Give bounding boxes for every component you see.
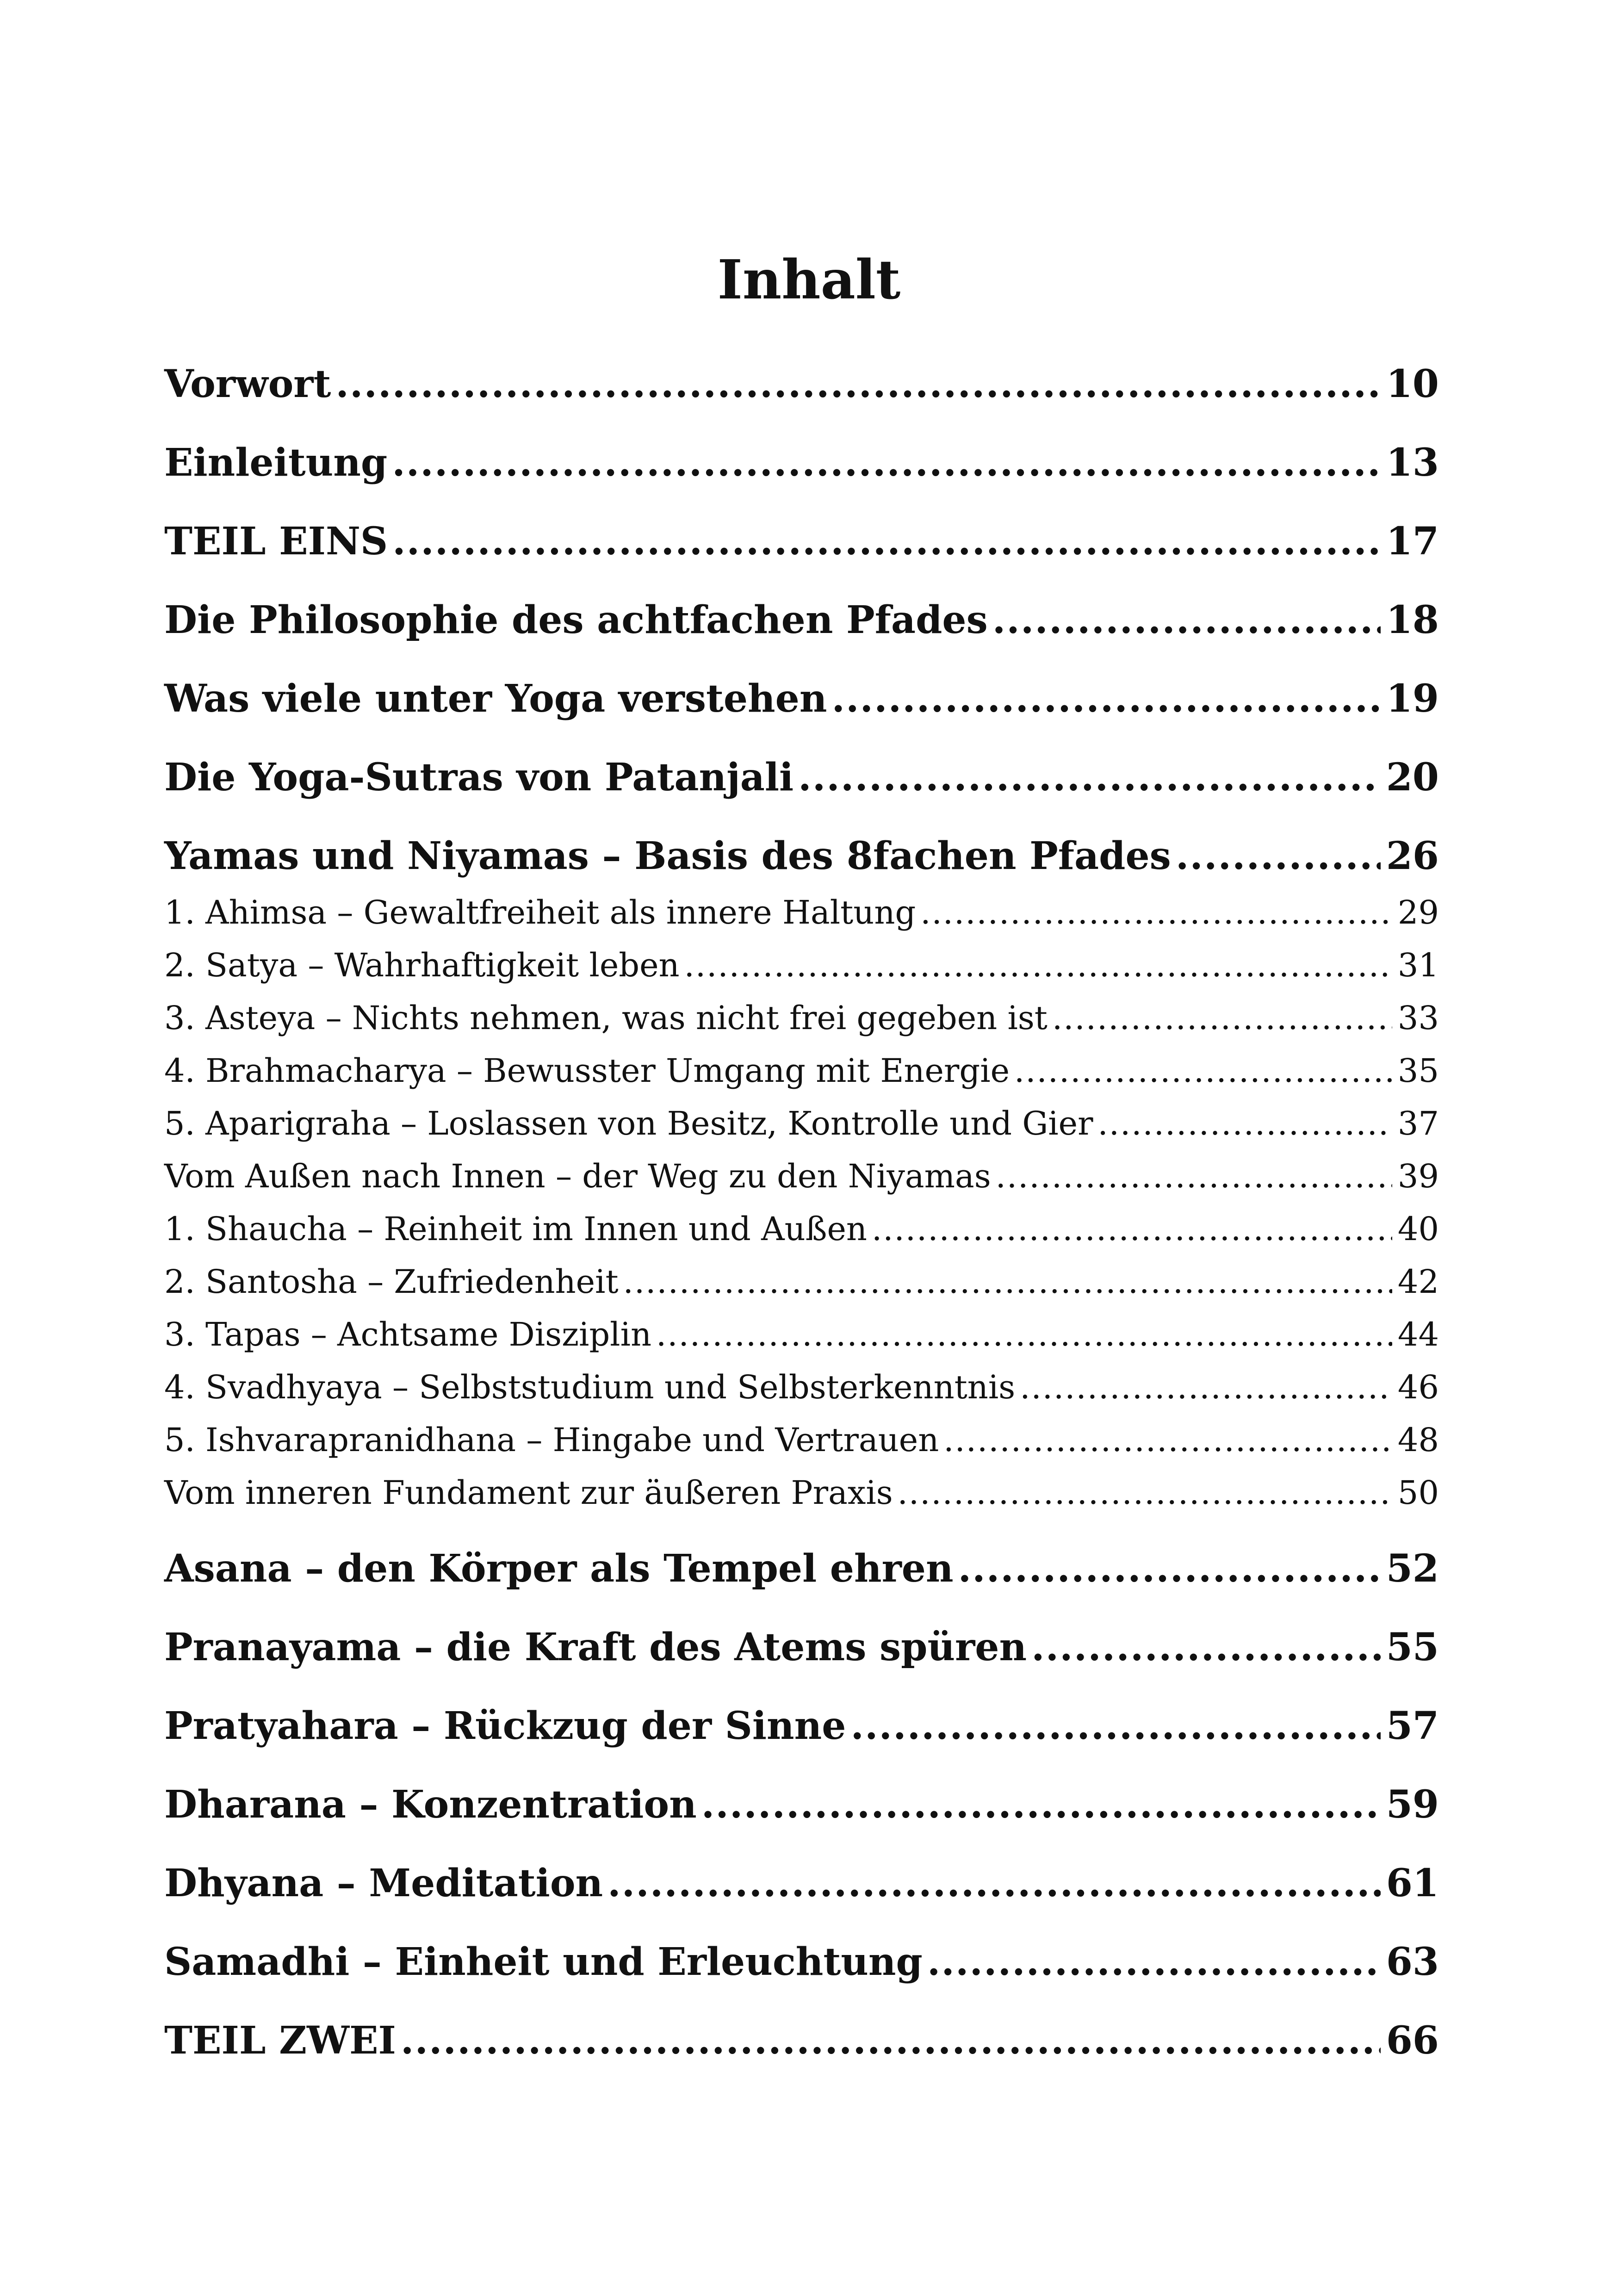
- toc-entry-page: 48: [1397, 1421, 1439, 1459]
- toc-entry-inneres-fundament[interactable]: [164, 1466, 1439, 1519]
- dot-leader: [656, 1308, 1392, 1361]
- dot-leader: [608, 1853, 1381, 1913]
- toc-entry-label: Vom inneren Fundament zur äußeren Praxis: [164, 1474, 893, 1512]
- toc-entry-brahmacharya[interactable]: [164, 1044, 1439, 1097]
- dot-leader: [1176, 826, 1381, 886]
- toc-entry-aussen-innen[interactable]: [164, 1150, 1439, 1203]
- dot-leader: [335, 354, 1381, 414]
- dot-leader: [701, 1775, 1381, 1835]
- toc-entry-page: 39: [1397, 1157, 1439, 1195]
- toc-entry-pranayama[interactable]: [164, 1617, 1439, 1677]
- toc-entry-page: 42: [1397, 1263, 1439, 1301]
- dot-leader: [1052, 992, 1392, 1044]
- toc-entry-label: 4. Svadhyaya – Selbststudium und Selbsterkenntnis: [164, 1368, 1016, 1406]
- toc-entry-label: Die Yoga-Sutras von Patanjali: [164, 755, 794, 800]
- toc-entry-page: 10: [1386, 362, 1439, 406]
- toc-entry-philosophie[interactable]: [164, 590, 1439, 650]
- dot-leader: [850, 1696, 1380, 1756]
- toc-entry-aparigraha[interactable]: [164, 1097, 1439, 1150]
- toc-entry-label: Pranayama – die Kraft des Atems spüren: [164, 1625, 1027, 1669]
- toc-entry-label: Yamas und Niyamas – Basis des 8fachen Pfades: [164, 834, 1171, 878]
- toc-entry-label: Samadhi – Einheit und Erleuchtung: [164, 1940, 923, 1984]
- dot-leader: [992, 590, 1381, 650]
- dot-leader: [1014, 1044, 1392, 1097]
- toc-entry-page: 19: [1386, 676, 1439, 721]
- toc-entry-label: 4. Brahmacharya – Bewusster Umgang mit Energie: [164, 1052, 1010, 1090]
- toc-entry-page: 55: [1386, 1625, 1439, 1669]
- dot-leader: [920, 886, 1392, 939]
- toc-entry-tapas[interactable]: [164, 1308, 1439, 1361]
- dot-leader: [872, 1203, 1392, 1255]
- toc-entry-label: 2. Santosha – Zufriedenheit: [164, 1263, 619, 1301]
- toc-entry-page: 18: [1386, 598, 1439, 642]
- toc-entry-samadhi[interactable]: [164, 1932, 1439, 1992]
- toc-entry-dhyana[interactable]: [164, 1853, 1439, 1913]
- toc-entry-page: 46: [1397, 1368, 1439, 1406]
- toc-entry-page: 13: [1386, 441, 1439, 485]
- toc-entry-label: TEIL ZWEI: [164, 2018, 396, 2063]
- toc-entry-page: 35: [1397, 1052, 1439, 1090]
- dot-leader: [996, 1150, 1392, 1203]
- toc-entry-label: TEIL EINS: [164, 519, 388, 564]
- toc-entry-asana[interactable]: [164, 1539, 1439, 1599]
- toc-entry-yoga-verstehen[interactable]: [164, 669, 1439, 729]
- toc-entry-page: 63: [1386, 1940, 1439, 1984]
- toc-entry-page: 50: [1397, 1474, 1439, 1512]
- toc-entry-vorwort[interactable]: [164, 354, 1439, 414]
- dot-leader: [958, 1539, 1381, 1599]
- toc-entry-label: 5. Aparigraha – Loslassen von Besitz, Kontrolle und Gier: [164, 1105, 1093, 1142]
- toc-entry-label: 2. Satya – Wahrhaftigkeit leben: [164, 946, 680, 984]
- toc-entry-page: 61: [1386, 1861, 1439, 1905]
- toc-entry-label: Pratyahara – Rückzug der Sinne: [164, 1704, 846, 1748]
- dot-leader: [943, 1414, 1392, 1466]
- toc-entry-page: 29: [1397, 894, 1439, 931]
- toc-entry-label: 3. Asteya – Nichts nehmen, was nicht frei gegeben ist: [164, 999, 1048, 1037]
- dot-leader: [392, 511, 1381, 571]
- toc-entry-label: Vorwort: [164, 362, 331, 406]
- dot-leader: [401, 2011, 1381, 2071]
- toc-entry-label: 3. Tapas – Achtsame Disziplin: [164, 1316, 652, 1353]
- dot-leader: [1031, 1617, 1381, 1677]
- toc-entry-page: 37: [1397, 1105, 1439, 1142]
- toc-entry-page: 44: [1397, 1316, 1439, 1353]
- toc-entry-page: 57: [1386, 1704, 1439, 1748]
- toc-entry-page: 40: [1397, 1210, 1439, 1248]
- toc-entry-ahimsa[interactable]: [164, 886, 1439, 939]
- toc-entry-page: 17: [1386, 519, 1439, 564]
- toc-entry-yamas-niyamas[interactable]: [164, 826, 1439, 886]
- toc-entry-svadhyaya[interactable]: [164, 1361, 1439, 1414]
- toc-entry-teil-zwei[interactable]: [164, 2011, 1439, 2071]
- toc-entry-asteya[interactable]: [164, 992, 1439, 1044]
- toc-entry-page: 26: [1386, 834, 1439, 878]
- toc-entry-page: 59: [1386, 1782, 1439, 1827]
- page-title: Inhalt: [717, 248, 901, 311]
- toc-entry-label: Einleitung: [164, 441, 388, 485]
- dot-leader: [798, 747, 1381, 807]
- toc-entry-satya[interactable]: [164, 939, 1439, 992]
- dot-leader: [392, 433, 1381, 493]
- toc-entry-pratyahara[interactable]: [164, 1696, 1439, 1756]
- toc-entry-label: Vom Außen nach Innen – der Weg zu den Niyamas: [164, 1157, 991, 1195]
- toc-entry-label: Die Philosophie des achtfachen Pfades: [164, 598, 988, 642]
- dot-leader: [1020, 1361, 1392, 1414]
- toc-entry-label: 1. Shaucha – Reinheit im Innen und Außen: [164, 1210, 868, 1248]
- toc-entry-page: 52: [1386, 1546, 1439, 1591]
- dot-leader: [1098, 1097, 1392, 1150]
- toc-entry-label: Dhyana – Meditation: [164, 1861, 603, 1905]
- toc-entry-einleitung[interactable]: [164, 433, 1439, 493]
- toc-entry-page: 33: [1397, 999, 1439, 1037]
- toc-entry-label: Was viele unter Yoga verstehen: [164, 676, 827, 721]
- toc-entry-santosha[interactable]: [164, 1255, 1439, 1308]
- toc-entry-label: 1. Ahimsa – Gewaltfreiheit als innere Haltung: [164, 894, 916, 931]
- toc-entry-page: 31: [1397, 946, 1439, 984]
- dot-leader: [898, 1466, 1392, 1519]
- toc-entry-dharana[interactable]: [164, 1775, 1439, 1835]
- toc-entry-yoga-sutras[interactable]: [164, 747, 1439, 807]
- dot-leader: [684, 939, 1392, 992]
- toc-entry-ishvarapranidhana[interactable]: [164, 1414, 1439, 1466]
- toc-entry-teil-eins[interactable]: [164, 511, 1439, 571]
- toc-entry-shaucha[interactable]: [164, 1203, 1439, 1255]
- toc-entry-page: 20: [1386, 755, 1439, 800]
- dot-leader: [927, 1932, 1381, 1992]
- toc-entry-label: 5. Ishvarapranidhana – Hingabe und Vertrauen: [164, 1421, 939, 1459]
- toc-entry-label: Dharana – Konzentration: [164, 1782, 697, 1827]
- toc-entry-page: 66: [1386, 2018, 1439, 2063]
- dot-leader: [831, 669, 1380, 729]
- toc-entry-label: Asana – den Körper als Tempel ehren: [164, 1546, 954, 1591]
- dot-leader: [623, 1255, 1392, 1308]
